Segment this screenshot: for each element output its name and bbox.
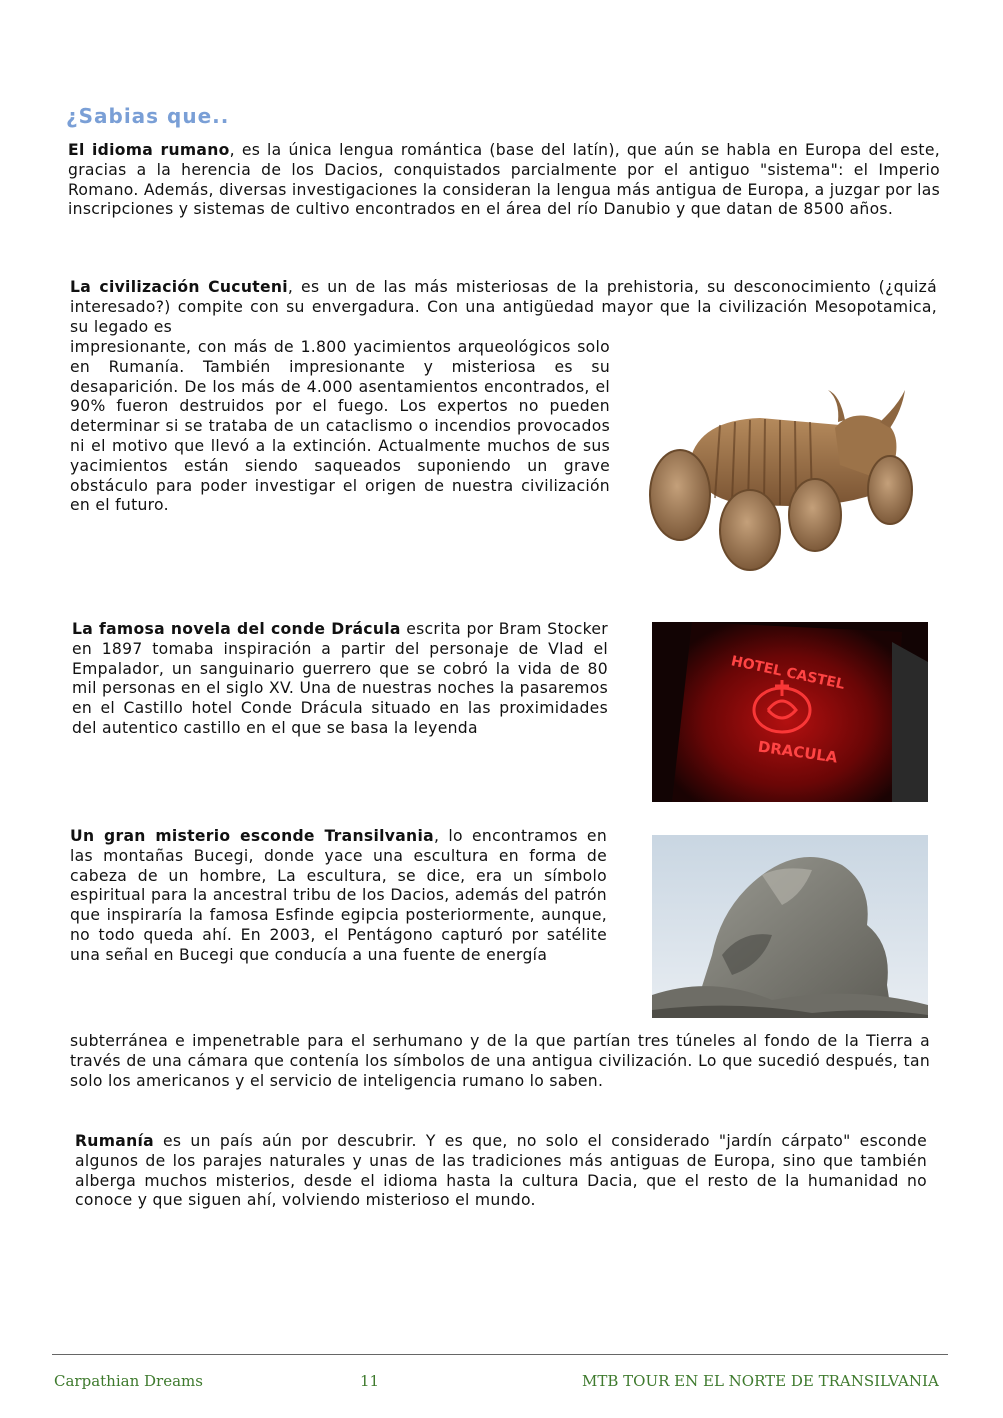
paragraph-text: impresionante, con más de 1.800 yacimientos arqueológicos solo en Rumanía. También impresionante y misteriosa es su desaparición. De los más de 4.000 asentamientos encontrados, el 90% fueron destruidos por el fuego. Los expertos no pueden determinar si se trataba de un cataclismo o incendios provocados ni el motivo que llevó a la extinción. Actualmente muchos de sus yacimientos están siendo saqueados suponiendo un grave obstáculo para poder investigar el origen de nuestra civilización en el futuro. bbox=[70, 338, 610, 515]
paragraph-transilvania-intro bbox=[70, 827, 607, 966]
hotel-sign-top-text: HOTEL CASTEL bbox=[729, 653, 847, 693]
hotel-sign-bottom-text: DRACULA bbox=[756, 737, 839, 767]
footer-page-number: 11 bbox=[360, 1372, 380, 1390]
paragraph-bold-lead: La famosa novela del conde Drácula bbox=[72, 620, 401, 638]
paragraph-text: subterránea e impenetrable para el serhumano y de la que partían tres túneles al fondo de la Tierra a través de una cámara que contenía los símbolos de una antigua civilización. Lo que sucedió después, tan solo los americanos y el servicio de inteligencia rumano lo saben. bbox=[70, 1032, 930, 1090]
paragraph-cucuteni-body bbox=[70, 338, 610, 516]
hotel-castel-dracula-image bbox=[652, 622, 928, 802]
paragraph-text: escrita por Bram Stocker en 1897 tomaba inspiración a partir del personaje de Vlad el Empalador, un sanguinario guerrero que se cobró la vida de 80 mil personas en el siglo XV. Una de nuestras noches la pasaremos en el Castillo hotel Conde Drácula situado en las proximidades del autentico castillo en el que se basa la leyenda bbox=[72, 620, 608, 737]
paragraph-text: es un país aún por descubrir. Y es que, no solo el considerado "jardín cárpato" esconde algunos de los parajes naturales y unas de las tradiciones más antiguas de Europa, sino que también alberga muchos misterios, desde el idioma hasta la cultura Dacia, que el resto de la humanidad no conoce y que siguen ahí, volviendo misterioso el mundo. bbox=[75, 1132, 927, 1210]
paragraph-text: , lo encontramos en las montañas Bucegi, donde yace una escultura en forma de cabeza de un hombre, La escultura, se dice, era un símbolo espiritual para la ancestral tribu de los Dacios, además del patrón que inspiraría la famosa Esfinde egipcia posteriormente, aunque, no todo queda ahí. En 2003, el Pentágono capturó por satélite una señal en Bucegi que conducía a una fuente de energía bbox=[70, 827, 607, 964]
footer-divider bbox=[52, 1354, 948, 1355]
paragraph-text: , es la única lengua romántica (base del latín), que aún se habla en Europa del este, gracias a la herencia de los Dacios, conquistados parcialmente por el antiguo "sistema": el Imperio Romano. Además, diversas investigaciones la consideran la lengua más antigua de Europa, a juzgar por las inscripciones y sistemas de cultivo encontrados en el área del río Danubio y que datan de 8500 años. bbox=[68, 141, 940, 219]
bucegi-sphinx-image bbox=[652, 835, 928, 1018]
paragraph-dracula bbox=[72, 620, 608, 739]
paragraph-rumania bbox=[75, 1132, 927, 1211]
section-heading: ¿Sabias que.. bbox=[66, 104, 230, 128]
footer-right-text: MTB TOUR EN EL NORTE DE TRANSILVANIA bbox=[582, 1372, 939, 1390]
paragraph-bold-lead: El idioma rumano bbox=[68, 141, 230, 159]
cucuteni-bull-figurine-image bbox=[640, 380, 930, 580]
paragraph-bold-lead: Rumanía bbox=[75, 1132, 154, 1150]
paragraph-bold-lead: Un gran misterio esconde Transilvania bbox=[70, 827, 434, 845]
paragraph-cucuteni-intro bbox=[70, 278, 937, 337]
paragraph-idioma-rumano bbox=[68, 141, 940, 220]
paragraph-transilvania-body bbox=[70, 1032, 930, 1091]
paragraph-bold-lead: La civilización Cucuteni bbox=[70, 278, 288, 296]
footer-left-text: Carpathian Dreams bbox=[54, 1372, 203, 1390]
paragraph-text: , es un de las más misteriosas de la prehistoria, su desconocimiento (¿quizá interesado?) compite con su envergadura. Con una antigüedad mayor que la civilización Mesopotamica, su legado es bbox=[70, 278, 937, 336]
